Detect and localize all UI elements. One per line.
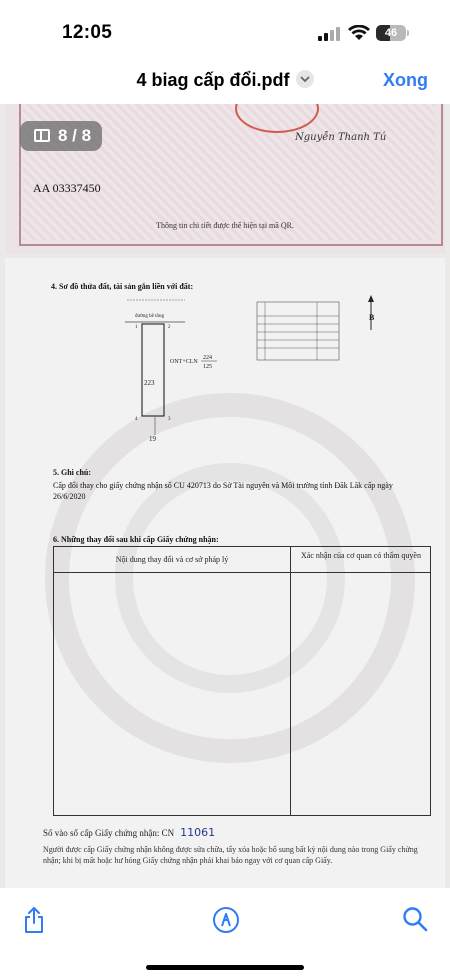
svg-text:1: 1 bbox=[135, 325, 138, 330]
warning-text: Người được cấp Giấy chứng nhận không được sửa chữa, tẩy xóa hoặc bổ sung bất kỳ nội dung nào trong Giấy chứng nhận; khi bị mất hoặc hư hỏng Giấy chứng nhận phải khai báo ngay với cơ quan cấp Giấy. bbox=[43, 845, 418, 865]
parcel-number: 223 bbox=[144, 379, 155, 387]
home-indicator[interactable] bbox=[146, 965, 304, 970]
thumbnail-icon bbox=[34, 129, 50, 142]
signature-name: Nguyễn Thanh Tú bbox=[295, 132, 387, 143]
area-numerator: 224 bbox=[203, 355, 212, 361]
register-number: 11061 bbox=[180, 826, 216, 839]
search-icon[interactable] bbox=[402, 906, 428, 932]
changes-table bbox=[53, 546, 431, 816]
share-icon[interactable] bbox=[22, 906, 46, 934]
status-time: 12:05 bbox=[62, 22, 113, 43]
section-5-title: 5. Ghi chú: bbox=[53, 468, 92, 477]
land-use-label: ONT+CLN bbox=[170, 359, 198, 365]
wifi-icon bbox=[348, 25, 370, 41]
svg-text:3: 3 bbox=[168, 417, 171, 422]
document-title: 4 biag cấp đổi.pdf bbox=[136, 70, 290, 90]
certificate-serial: AA 03337450 bbox=[33, 181, 101, 195]
cellular-signal-icon bbox=[318, 27, 340, 41]
chevron-down-icon bbox=[296, 70, 314, 88]
register-prefix: CN bbox=[161, 828, 175, 838]
status-bar bbox=[0, 0, 450, 58]
coordinate-table bbox=[257, 302, 339, 360]
navigation-bar bbox=[0, 62, 450, 102]
svg-text:4: 4 bbox=[135, 417, 138, 422]
area-denominator: 125 bbox=[203, 364, 212, 370]
section-5-text: Cấp đổi thay cho giấy chứng nhận số CU 420713 do Sở Tài nguyên và Môi trường tỉnh Đăk Lăk cấp ngày 26/6/2020 bbox=[53, 481, 393, 501]
pdf-viewer[interactable] bbox=[0, 104, 450, 888]
register-label: Số vào sổ cấp Giấy chứng nhận: bbox=[43, 828, 160, 838]
register-line bbox=[43, 826, 215, 839]
page-indicator[interactable] bbox=[20, 121, 102, 151]
pdf-page-current bbox=[5, 258, 445, 888]
done-button[interactable]: Xong bbox=[383, 70, 428, 90]
sheet-number: 19 bbox=[149, 435, 156, 443]
page-indicator-text: 8 / 8 bbox=[58, 126, 92, 145]
land-parcel-sketch bbox=[5, 258, 445, 458]
battery-level: 46 bbox=[384, 27, 398, 39]
north-arrow-label: B bbox=[369, 313, 375, 322]
section-4-title: 4. Sơ đồ thửa đất, tài sản gắn liền với đất: bbox=[51, 282, 194, 291]
section-6-title: 6. Những thay đổi sau khi cấp Giấy chứng nhận: bbox=[53, 535, 219, 544]
table-header-confirmation: Xác nhận của cơ quan có thẩm quyền bbox=[301, 551, 421, 560]
qr-note: Thông tin chi tiết được thể hiện tại mã QR. bbox=[156, 221, 294, 230]
svg-text:2: 2 bbox=[168, 325, 171, 330]
road-label: đường bê tông bbox=[135, 314, 164, 319]
table-header-content: Nội dung thay đổi và cơ sở pháp lý bbox=[115, 555, 229, 564]
battery-icon bbox=[376, 25, 406, 41]
markup-icon[interactable] bbox=[212, 906, 240, 934]
